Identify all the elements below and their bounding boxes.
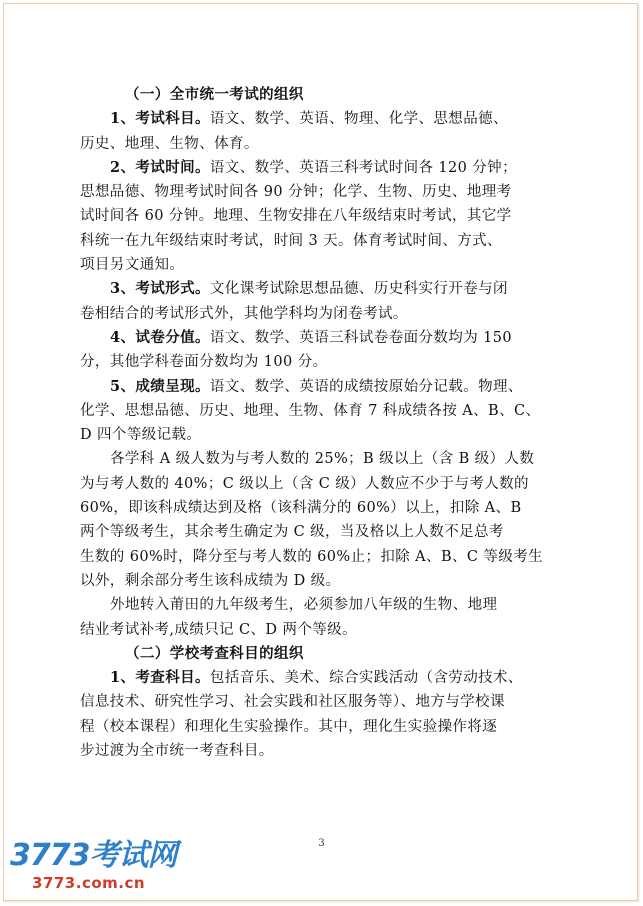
item-label: 3、考试形式。 [110, 280, 210, 298]
item-text: 语文、数学、英语、物理、化学、思想品德、 [209, 111, 508, 128]
watermark-main-text: 3773考试网 [10, 838, 177, 873]
paragraph-line: 外地转入莆田的九年级考生，必须参加八年级的生物、地理 [110, 597, 498, 614]
paragraph-line [80, 375, 566, 399]
paragraph-line: 结业考试补考,成绩只记 C、D 两个等级。 [80, 621, 357, 638]
item-label: 5、成绩呈现。 [110, 377, 210, 395]
section-heading: （一）全市统一考试的组织 [125, 86, 304, 103]
paragraph-line [80, 107, 566, 131]
item-label: 1、考查科目。 [110, 669, 210, 687]
document-body [80, 83, 566, 763]
item-label: 4、试卷分值。 [110, 328, 210, 346]
paragraph-line: 为与考人数的 40%；C 级以上（含 C 级）人数应不少于与考人数的 [80, 475, 529, 492]
paragraph-line: 两个等级考生，其余考生确定为 C 级，当及格以上人数不足总考 [80, 524, 504, 541]
paragraph-line: 步过渡为全市统一考查科目。 [80, 743, 274, 760]
paragraph-line: 分，其他学科卷面分数均为 100 分。 [80, 354, 328, 371]
paragraph-line [80, 666, 566, 690]
watermark-url-text: 3773.com.cn [32, 874, 146, 892]
paragraph-line: 以外，剩余部分考生该科成绩为 D 级。 [80, 572, 341, 589]
paragraph-line: 各学科 A 级人数为与考人数的 25%；B 级以上（含 B 级）人数 [110, 451, 535, 468]
site-watermark-logo [10, 830, 180, 900]
paragraph-line: 思想品德、物理考试时间各 90 分钟；化学、生物、历史、地理考 [80, 184, 512, 201]
paragraph-line: 程（校本课程）和理化生实验操作。其中，理化生实验操作将逐 [80, 718, 498, 735]
item-label: 1、考试科目。 [110, 110, 210, 128]
item-label: 2、考试时间。 [110, 158, 210, 176]
page-number: 3 [318, 838, 325, 849]
paragraph-line [80, 326, 566, 350]
paragraph-line [80, 156, 566, 180]
paragraph-line: 项目另文通知。 [80, 257, 185, 274]
paragraph-line: 化学、思想品德、历史、地理、生物、体育 7 科成绩各按 A、B、C、 [80, 402, 541, 419]
paragraph-line: 生数的 60%时，降分至与考人数的 60%止；扣除 A、B、C 等级考生 [80, 548, 544, 565]
section-heading: （二）学校考查科目的组织 [125, 644, 304, 662]
item-text: 文化课考试除思想品德、历史科实行开卷与闭 [209, 281, 508, 298]
paragraph-line: 60%，即该科成绩达到及格（该科满分的 60%）以上，扣除 A、B [80, 500, 522, 517]
paragraph-line [80, 277, 566, 301]
paragraph-line: D 四个等级记载。 [80, 427, 202, 444]
item-text: 语文、数学、英语三科试卷卷面分数均为 150 [209, 329, 512, 346]
paragraph-line: 科统一在九年级结束时考试，时间 3 天。体育考试时间、方式、 [80, 232, 502, 249]
item-text: 语文、数学、英语的成绩按原始分记载。物理、 [209, 378, 523, 395]
paragraph-line: 历史、地理、生物、体育。 [80, 135, 259, 152]
item-text: 包括音乐、美术、综合实践活动（含劳动技术、 [209, 670, 523, 687]
paragraph-line: 卷相结合的考试形式外，其他学科均为闭卷考试。 [80, 305, 408, 322]
paragraph-line: 试时间各 60 分钟。地理、生物安排在八年级结束时考试，其它学 [80, 208, 512, 225]
paragraph-line: 信息技术、研究性学习、社会实践和社区服务等）、地方与学校课 [80, 694, 505, 711]
item-text: 语文、数学、英语三科考试时间各 120 分钟； [209, 159, 517, 176]
